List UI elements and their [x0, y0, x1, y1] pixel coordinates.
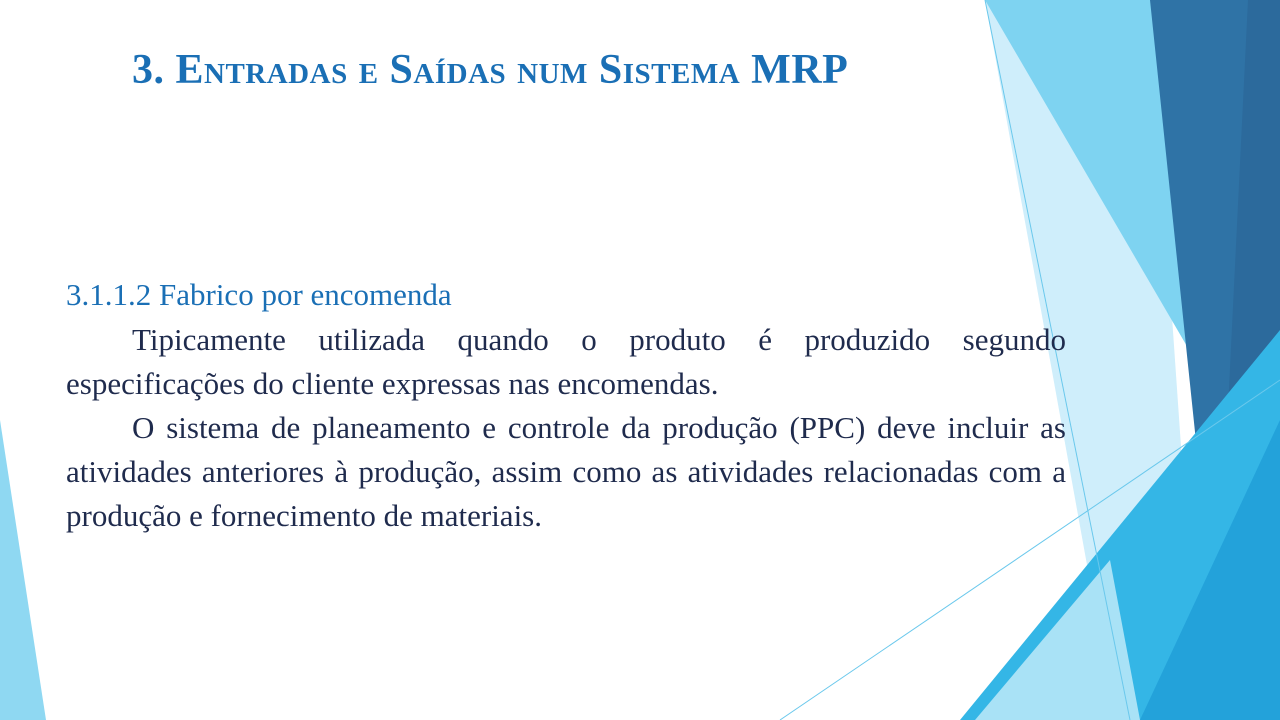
paragraph-1: Tipicamente utilizada quando o produto é produzido segundo especificações do cliente expressas nas encomendas.	[66, 322, 1066, 401]
slide-title: 3. Entradas e Saídas num Sistema MRP	[132, 47, 849, 93]
paragraph-2: O sistema de planeamento e controle da produção (PPC) deve incluir as atividades anteriores à produção, assim como as atividades relacionadas com a produção e fornecimento de materiais.	[66, 410, 1066, 533]
slide-content	[66, 272, 1066, 538]
section-subheading: 3.1.1.2 Fabrico por encomenda	[66, 277, 452, 312]
left-edge-shape	[0, 420, 46, 720]
